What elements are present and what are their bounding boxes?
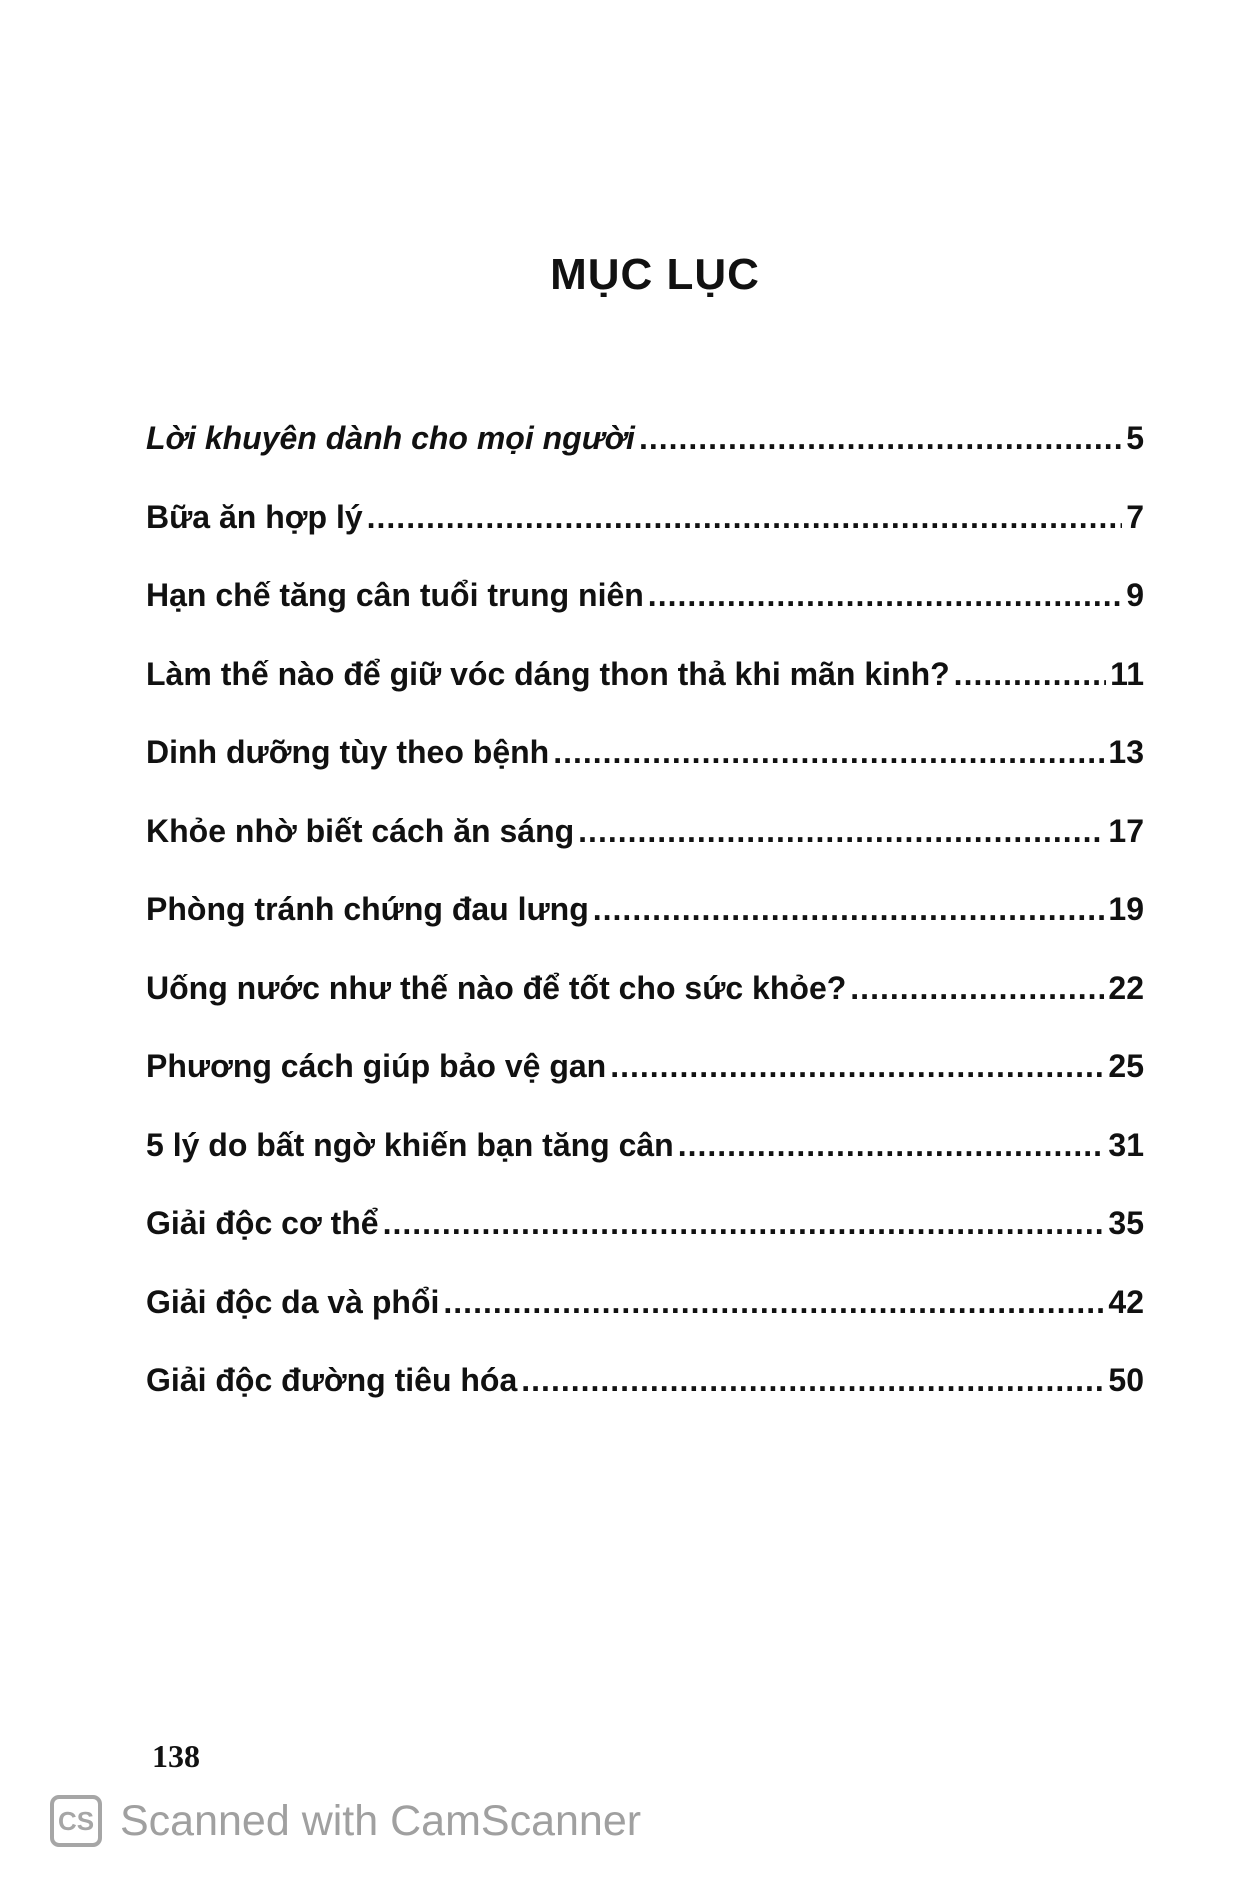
dot-leader [648,577,1122,614]
toc-entry [146,1127,1144,1206]
toc-entry-page: 11 [1110,655,1144,692]
toc-entry-label: Giải độc cơ thể [146,1205,379,1241]
toc-entry [146,1284,1144,1363]
dot-leader [553,734,1104,771]
toc-entry-page: 9 [1126,577,1144,613]
dot-leader [639,420,1122,457]
dot-leader [383,1205,1105,1242]
toc-entry-label: Làm thế nào để giữ vóc dáng thon thả khi mãn kinh? [146,655,950,692]
toc-entry-label: Hạn chế tăng cân tuổi trung niên [146,577,644,613]
toc-entry-page: 50 [1108,1362,1144,1398]
toc-entry-page: 5 [1126,420,1144,456]
dot-leader [610,1048,1104,1085]
camscanner-watermark [50,1795,641,1847]
toc-entry-label: Dinh dưỡng tùy theo bệnh [146,734,550,770]
dot-leader [678,1127,1105,1164]
toc-entry-label: Giải độc da và phổi [146,1283,440,1320]
watermark-text: Scanned with CamScanner [120,1796,642,1845]
toc-entry-label: Bữa ăn hợp lý [146,498,363,535]
toc-entry [146,1205,1144,1284]
toc-entry [146,577,1144,656]
toc-entry-page: 17 [1108,812,1144,849]
toc-entry [146,734,1144,813]
toc-entry-page: 13 [1108,734,1144,770]
toc-entry-page: 42 [1108,1283,1144,1320]
toc-entry [146,813,1144,892]
toc-entry [146,1362,1144,1441]
dot-leader [367,499,1123,536]
toc-entry-label: Phương cách giúp bảo vệ gan [146,1048,607,1084]
toc-entry-label: Khỏe nhờ biết cách ăn sáng [146,812,575,849]
dot-leader [593,891,1105,928]
dot-leader [443,1284,1104,1321]
page-title: MỤC LỤC [550,250,760,299]
toc-entry-label: Lời khuyên dành cho mọi người [146,420,635,456]
toc-entry-page: 19 [1108,891,1144,927]
toc-entry [146,499,1144,578]
toc-entry [146,970,1144,1049]
toc-entry-page: 25 [1108,1048,1144,1084]
toc-entry [146,420,1144,499]
toc-entry [146,891,1144,970]
dot-leader [578,813,1104,850]
dot-leader [850,970,1104,1007]
toc-entry-page: 31 [1108,1126,1144,1163]
toc-entry-label: 5 lý do bất ngờ khiến bạn tăng cân [146,1126,674,1163]
toc-entry-page: 7 [1126,498,1144,535]
toc-entry-label: Phòng tránh chứng đau lưng [146,891,589,927]
page-number: 138 [152,1738,200,1774]
toc-entry-page: 35 [1108,1205,1144,1241]
toc-entry-label: Uống nước như thế nào để tốt cho sức khỏe? [146,969,847,1006]
toc-entry [146,1048,1144,1127]
dot-leader [521,1362,1104,1399]
camscanner-logo-icon: CS [50,1795,102,1847]
toc-entry [146,656,1144,735]
toc-entry-page: 22 [1108,969,1144,1006]
dot-leader [954,656,1107,693]
table-of-contents [146,420,1144,1441]
toc-entry-label: Giải độc đường tiêu hóa [146,1362,518,1398]
